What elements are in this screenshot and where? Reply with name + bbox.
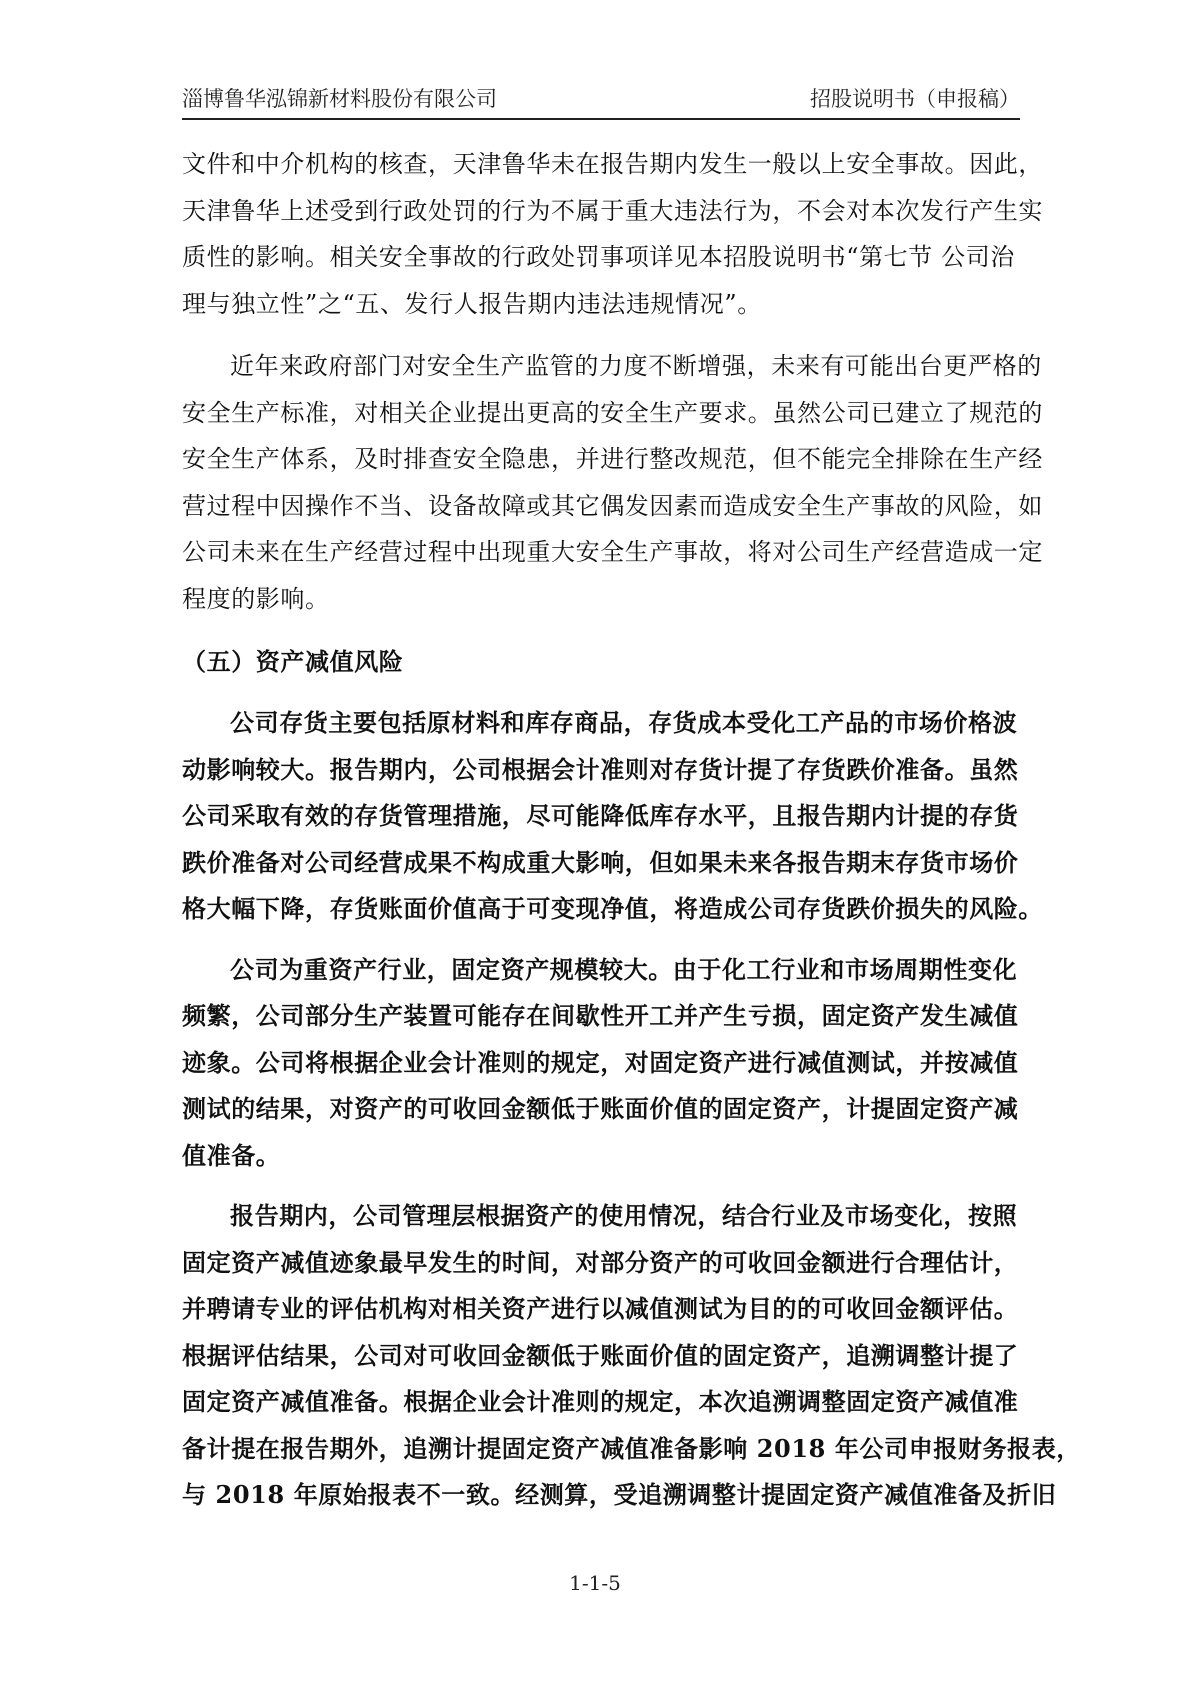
document-body <box>182 141 1081 1519</box>
text-line: 公司存货主要包括原材料和库存商品，存货成本受化工产品的市场价格波 <box>230 708 1018 737</box>
text-line: 公司采取有效的存货管理措施，尽可能降低库存水平，且报告期内计提的存货 <box>182 801 1019 830</box>
text-line: 天津鲁华上述受到行政处罚的行为不属于重大违法行为，不会对本次发行产生实 <box>182 196 1043 225</box>
text-line: 文件和中介机构的核查，天津鲁华未在报告期内发生一般以上安全事故。因此， <box>182 150 1043 178</box>
text-line: 动影响较大。报告期内，公司根据会计准则对存货计提了存货跌价准备。虽然 <box>182 754 1019 784</box>
text-line: 程度的影响。 <box>182 584 330 613</box>
paragraph-safety-violation <box>182 141 1043 327</box>
text-line: 与 2018 年原始报表不一致。经测算，受追溯调整计提固定资产减值准备及折旧 <box>182 1480 1057 1509</box>
text-line: 根据评估结果，公司对可收回金额低于账面价值的固定资产，追溯调整计提了 <box>182 1340 1019 1370</box>
text-line: 理与独立性”之“五、发行人报告期内违法违规情况”。 <box>182 289 762 318</box>
text-line: 质性的影响。相关安全事故的行政处罚事项详见本招股说明书“第七节 公司治 <box>182 243 1015 271</box>
text-line: 报告期内，公司管理层根据资产的使用情况，结合行业及市场变化，按照 <box>230 1201 1018 1230</box>
text-line: 近年来政府部门对安全生产监管的力度不断增强，未来有可能出台更严格的 <box>230 352 1042 380</box>
text-line: 频繁，公司部分生产装置可能存在间歇性开工并产生亏损，固定资产发生减值 <box>182 1001 1019 1030</box>
paragraph-impairment-adjustment <box>182 1193 1081 1519</box>
text-line: 格大幅下降，存货账面价值高于可变现净值，将造成公司存货跌价损失的风险。 <box>182 894 1043 923</box>
text-line: 备计提在报告期外，追溯计提固定资产减值准备影响 2018 年公司申报财务报表， <box>182 1433 1081 1463</box>
text-line: 跌价准备对公司经营成果不构成重大影响，但如果未来各报告期末存货市场价 <box>182 847 1019 877</box>
text-line: 并聘请专业的评估机构对相关资产进行以减值测试为目的的可收回金额评估。 <box>182 1294 1019 1323</box>
text-line: 测试的结果，对资产的可收回金额低于账面价值的固定资产，计提固定资产减 <box>182 1094 1019 1123</box>
text-line: 安全生产标准，对相关企业提出更高的安全生产要求。虽然公司已建立了规范的 <box>182 398 1043 427</box>
paragraph-safety-regulation <box>182 343 1043 622</box>
text-line: 迹象。公司将根据企业会计准则的规定，对固定资产进行减值测试，并按减值 <box>182 1047 1019 1077</box>
page-number: 1-1-5 <box>569 1571 621 1595</box>
text-line: 值准备。 <box>182 1140 281 1170</box>
header-company-name: 淄博鲁华泓锦新材料股份有限公司 <box>182 87 497 111</box>
header-document-type: 招股说明书（申报稿） <box>810 87 1020 111</box>
header-divider <box>182 118 1020 120</box>
paragraph-fixed-asset-risk <box>182 947 1020 1180</box>
page-header <box>182 80 1020 122</box>
text-line: 营过程中因操作不当、设备故障或其它偶发因素而造成安全生产事故的风险，如 <box>182 491 1043 520</box>
section-heading-asset-impairment: （五）资产减值风险 <box>182 647 404 676</box>
text-line: 固定资产减值迹象最早发生的时间，对部分资产的可收回金额进行合理估计， <box>182 1247 1019 1277</box>
text-line: 公司未来在生产经营过程中出现重大安全生产事故，将对公司生产经营造成一定 <box>182 538 1043 566</box>
text-line: 固定资产减值准备。根据企业会计准则的规定，本次追溯调整固定资产减值准 <box>182 1387 1019 1416</box>
text-line: 安全生产体系，及时排查安全隐患，并进行整改规范，但不能完全排除在生产经 <box>182 445 1043 473</box>
paragraph-inventory-risk <box>182 700 1043 933</box>
text-line: 公司为重资产行业，固定资产规模较大。由于化工行业和市场周期性变化 <box>230 954 1018 984</box>
